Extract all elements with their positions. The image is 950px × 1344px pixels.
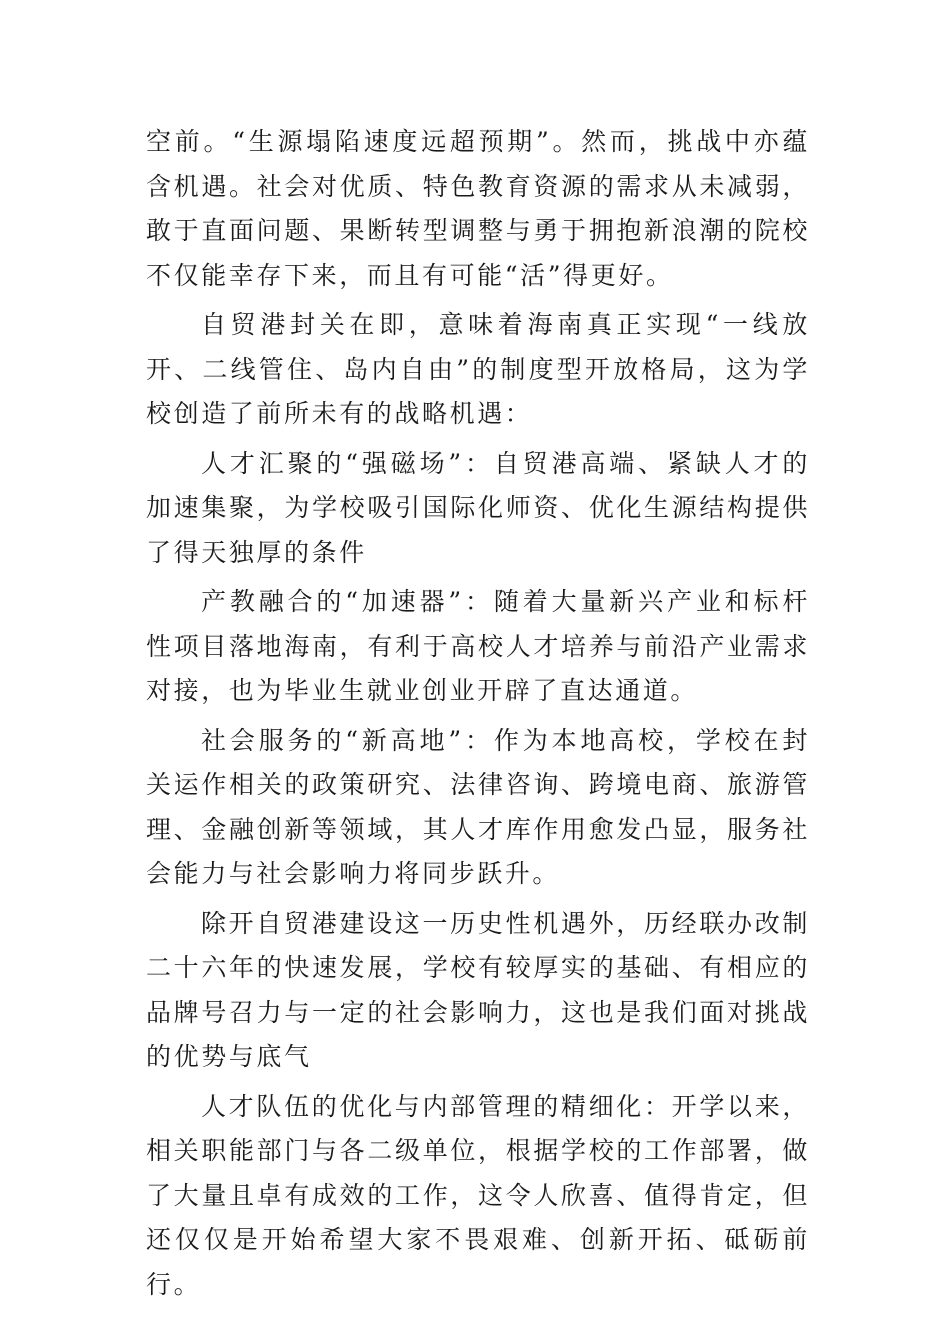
paragraph-social-service: 社会服务的“新高地”：作为本地高校，学校在封关运作相关的政策研究、法律咨询、跨境电商、旅游管理、金融创新等领域，其人才库作用愈发凸显，服务社会能力与社会影响力将同步跃升。 — [146, 725, 810, 888]
paragraph-free-trade-port: 自贸港封关在即，意味着海南真正实现“一线放开、二线管住、岛内自由”的制度型开放格局，这为学校创造了前所未有的战略机遇： — [146, 310, 810, 428]
document-body — [146, 120, 810, 1312]
paragraph-talent-magnet: 人才汇聚的“强磁场”：自贸港高端、紧缺人才的加速集聚，为学校吸引国际化师资、优化生源结构提供了得天独厚的条件 — [146, 448, 810, 567]
paragraph-advantages: 除开自贸港建设这一历史性机遇外，历经联办改制二十六年的快速发展，学校有较厚实的基础、有相应的品牌号召力与一定的社会影响力，这也是我们面对挑战的优势与底气 — [146, 908, 810, 1071]
paragraph-industry-accelerator: 产教融合的“加速器”：随着大量新兴产业和标杆性项目落地海南，有利于高校人才培养与前沿产业需求对接，也为毕业生就业创业开辟了直达通道。 — [146, 587, 810, 705]
paragraph-management: 人才队伍的优化与内部管理的精细化：开学以来，相关职能部门与各二级单位，根据学校的工作部署，做了大量且卓有成效的工作，这令人欣喜、值得肯定，但还仅仅是开始希望大家不畏艰难、创新开拓、砥砺前行。 — [146, 1091, 810, 1299]
paragraph-continued: 空前。“生源塌陷速度远超预期”。然而，挑战中亦蕴含机遇。社会对优质、特色教育资源的需求从未减弱，敢于直面问题、果断转型调整与勇于拥抱新浪潮的院校不仅能幸存下来，而且有可能“活”得更好。 — [146, 127, 810, 290]
